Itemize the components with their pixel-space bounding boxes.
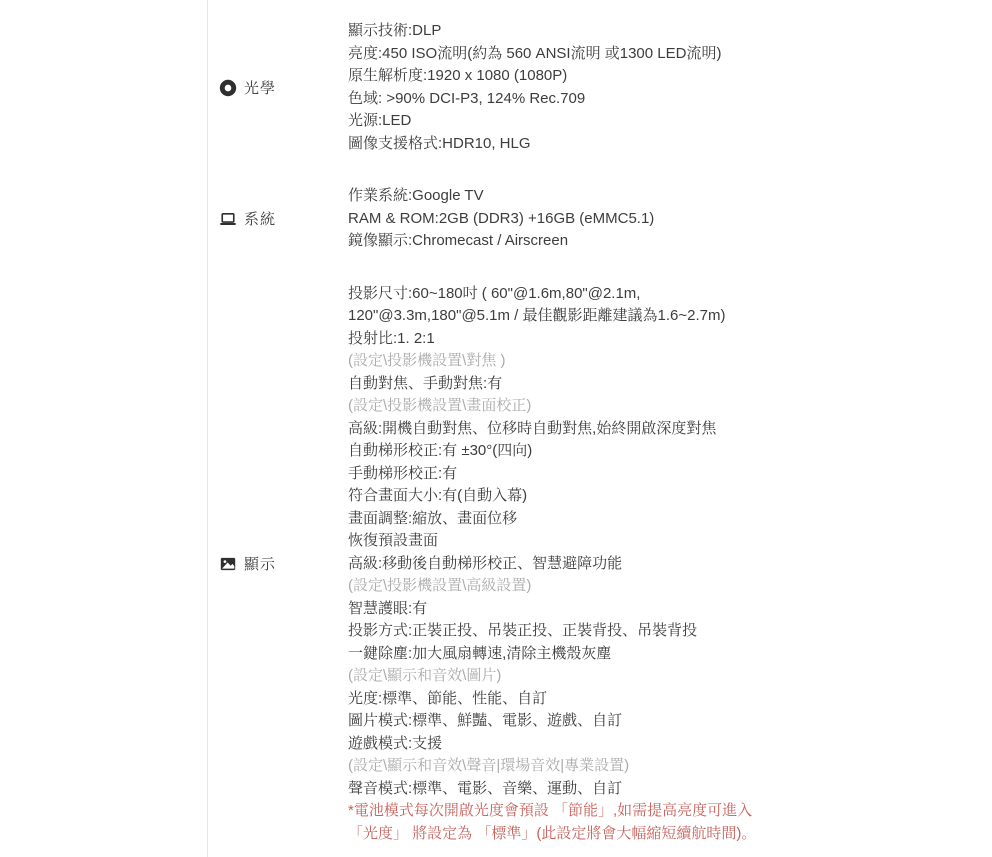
spec-line: 智慧護眼:有 [348,599,428,617]
spec-section-optics [208,20,992,155]
spec-line: 畫面調整:縮放、畫面位移 [348,509,518,527]
spec-line: (設定\投影機設置\對焦 ) [348,352,506,369]
spec-line: 投射比:1. 2:1 [348,329,435,347]
spec-line: 遊戲模式:支援 [348,734,443,752]
spec-line: (設定\投影機設置\畫面校正) [348,397,532,414]
spec-line: 恢復預設畫面 [348,532,439,549]
spec-line: *電池模式每次開啟光度會預設 「節能」,如需提高亮度可進入 [348,802,753,819]
section-label-display [208,553,348,574]
spec-line: 原生解析度:1920 x 1080 (1080P) [348,67,568,84]
spec-line: 聲音模式:標準、電影、音樂、運動、自訂 [348,779,623,797]
laptop-icon [219,210,237,228]
spec-line: (設定\顯示和音效\聲音|環場音效|專業設置) [348,757,630,774]
section-label-text: 系統 [244,211,277,229]
section-label-text: 顯示 [244,556,277,574]
spec-line: RAM & ROM:2GB (DDR3) +16GB (eMMC5.1) [348,209,655,227]
spec-line: 高級:開機自動對焦、位移時自動對焦,始終開啟深度對焦 [348,419,717,437]
spec-line: 光度:標準、節能、性能、自訂 [348,689,548,707]
spec-line: 自動梯形校正:有 ±30°(四向) [348,442,533,459]
spec-line: 亮度:450 ISO流明(約為 560 ANSI流明 或1300 LED流明) [348,44,722,62]
spec-table [207,0,992,857]
spec-line: 符合畫面大小:有(自動入幕) [348,487,528,504]
section-label-optics [208,77,348,98]
spec-line: 手動梯形校正:有 [348,464,458,482]
spec-line: 「光度」 將設定為 「標準」(此設定將會大幅縮短續航時間)。 [348,824,757,842]
spec-section-system [208,185,992,253]
spec-line: 鏡像顯示:Chromecast / Airscreen [348,232,569,249]
spec-line: 投影尺寸:60~180吋 ( 60"@1.6m,80"@2.1m, [348,284,641,302]
spec-line: 120"@3.3m,180"@5.1m / 最佳觀影距離建議為1.6~2.7m) [348,307,726,324]
spec-line: 一鍵除塵:加大風扇轉速,清除主機殼灰塵 [348,644,612,662]
spec-line: 圖像支援格式:HDR10, HLG [348,134,531,152]
section-content-system [348,185,992,253]
spec-line: 高級:移動後自動梯形校正、智慧避障功能 [348,554,623,572]
spec-line: (設定\投影機設置\高級設置) [348,577,532,594]
lens-icon [219,79,237,97]
spec-line: 光源:LED [348,112,412,129]
spec-line: 色域: >90% DCI-P3, 124% Rec.709 [348,89,586,107]
section-label-text: 光學 [244,80,277,97]
spec-line: 自動對焦、手動對焦:有 [348,374,503,392]
section-label-system [208,208,348,229]
spec-line: 顯示技術:DLP [348,22,442,39]
section-content-display [348,283,992,846]
spec-section-display [208,283,992,846]
spec-line: 作業系統:Google TV [348,187,484,204]
spec-line: 圖片模式:標準、鮮豔、電影、遊戲、自訂 [348,712,623,729]
image-icon [219,555,237,573]
spec-line: 投影方式:正裝正投、吊裝正投、正裝背投、吊裝背投 [348,622,698,639]
spec-line: (設定\顯示和音效\圖片) [348,667,502,684]
section-content-optics [348,20,992,155]
